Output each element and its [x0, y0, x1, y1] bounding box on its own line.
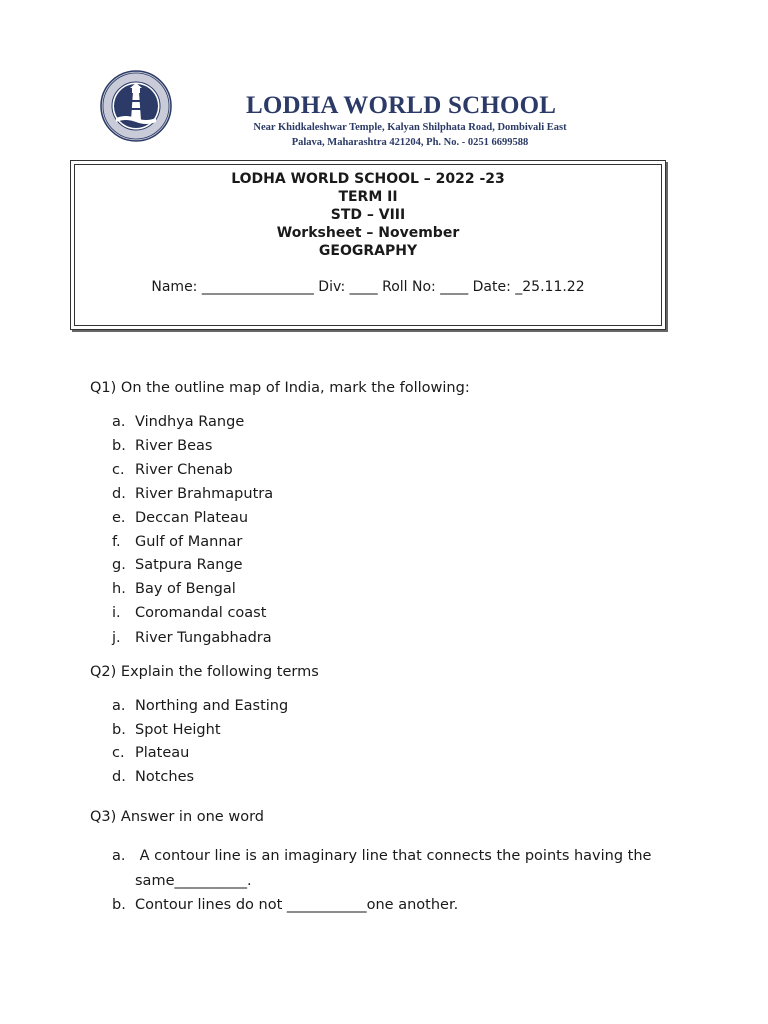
list-item-continuation: same__________. — [135, 873, 252, 889]
list-item: d. River Brahmaputra — [112, 486, 274, 502]
list-item: a. A contour line is an imaginary line that connects the points having the — [112, 848, 652, 864]
list-item: b. Spot Height — [112, 722, 221, 738]
list-item: i. Coromandal coast — [112, 605, 267, 621]
list-item: j. River Tungabhadra — [112, 630, 272, 646]
list-item: a. Northing and Easting — [112, 698, 289, 714]
worksheet-header-box — [70, 160, 666, 330]
question-2-title: Q2) Explain the following terms — [90, 664, 319, 680]
list-item: b. River Beas — [112, 438, 213, 454]
header-standard: STD – VIII — [330, 207, 406, 223]
student-info-line: Name: ________________ Div: ____ Roll No: ____ Date: _25.11.22 — [151, 279, 585, 295]
header-worksheet-title: Worksheet – November — [276, 225, 460, 241]
school-name: LODHA WORLD SCHOOL — [246, 92, 557, 119]
list-item: c. River Chenab — [112, 462, 233, 478]
list-item: d. Notches — [112, 769, 195, 785]
header-term: TERM II — [338, 189, 398, 205]
list-item: c. Plateau — [112, 745, 190, 761]
school-address-line2: Palava, Maharashtra 421204, Ph. No. - 0251 6699588 — [291, 137, 529, 148]
list-item: g. Satpura Range — [112, 557, 243, 573]
list-item: f. Gulf of Mannar — [112, 534, 243, 550]
question-1-title: Q1) On the outline map of India, mark the following: — [90, 380, 470, 396]
list-item: e. Deccan Plateau — [112, 510, 249, 526]
header-subject: GEOGRAPHY — [318, 243, 418, 259]
list-item: a. Vindhya Range — [112, 414, 245, 430]
list-item: b. Contour lines do not ___________one another. — [112, 897, 459, 913]
list-item: h. Bay of Bengal — [112, 581, 236, 597]
question-3-title: Q3) Answer in one word — [90, 809, 264, 825]
school-address-line1: Near Khidkaleshwar Temple, Kalyan Shilphata Road, Dombivali East — [253, 122, 567, 133]
header-school-year: LODHA WORLD SCHOOL – 2022 -23 — [231, 171, 505, 187]
